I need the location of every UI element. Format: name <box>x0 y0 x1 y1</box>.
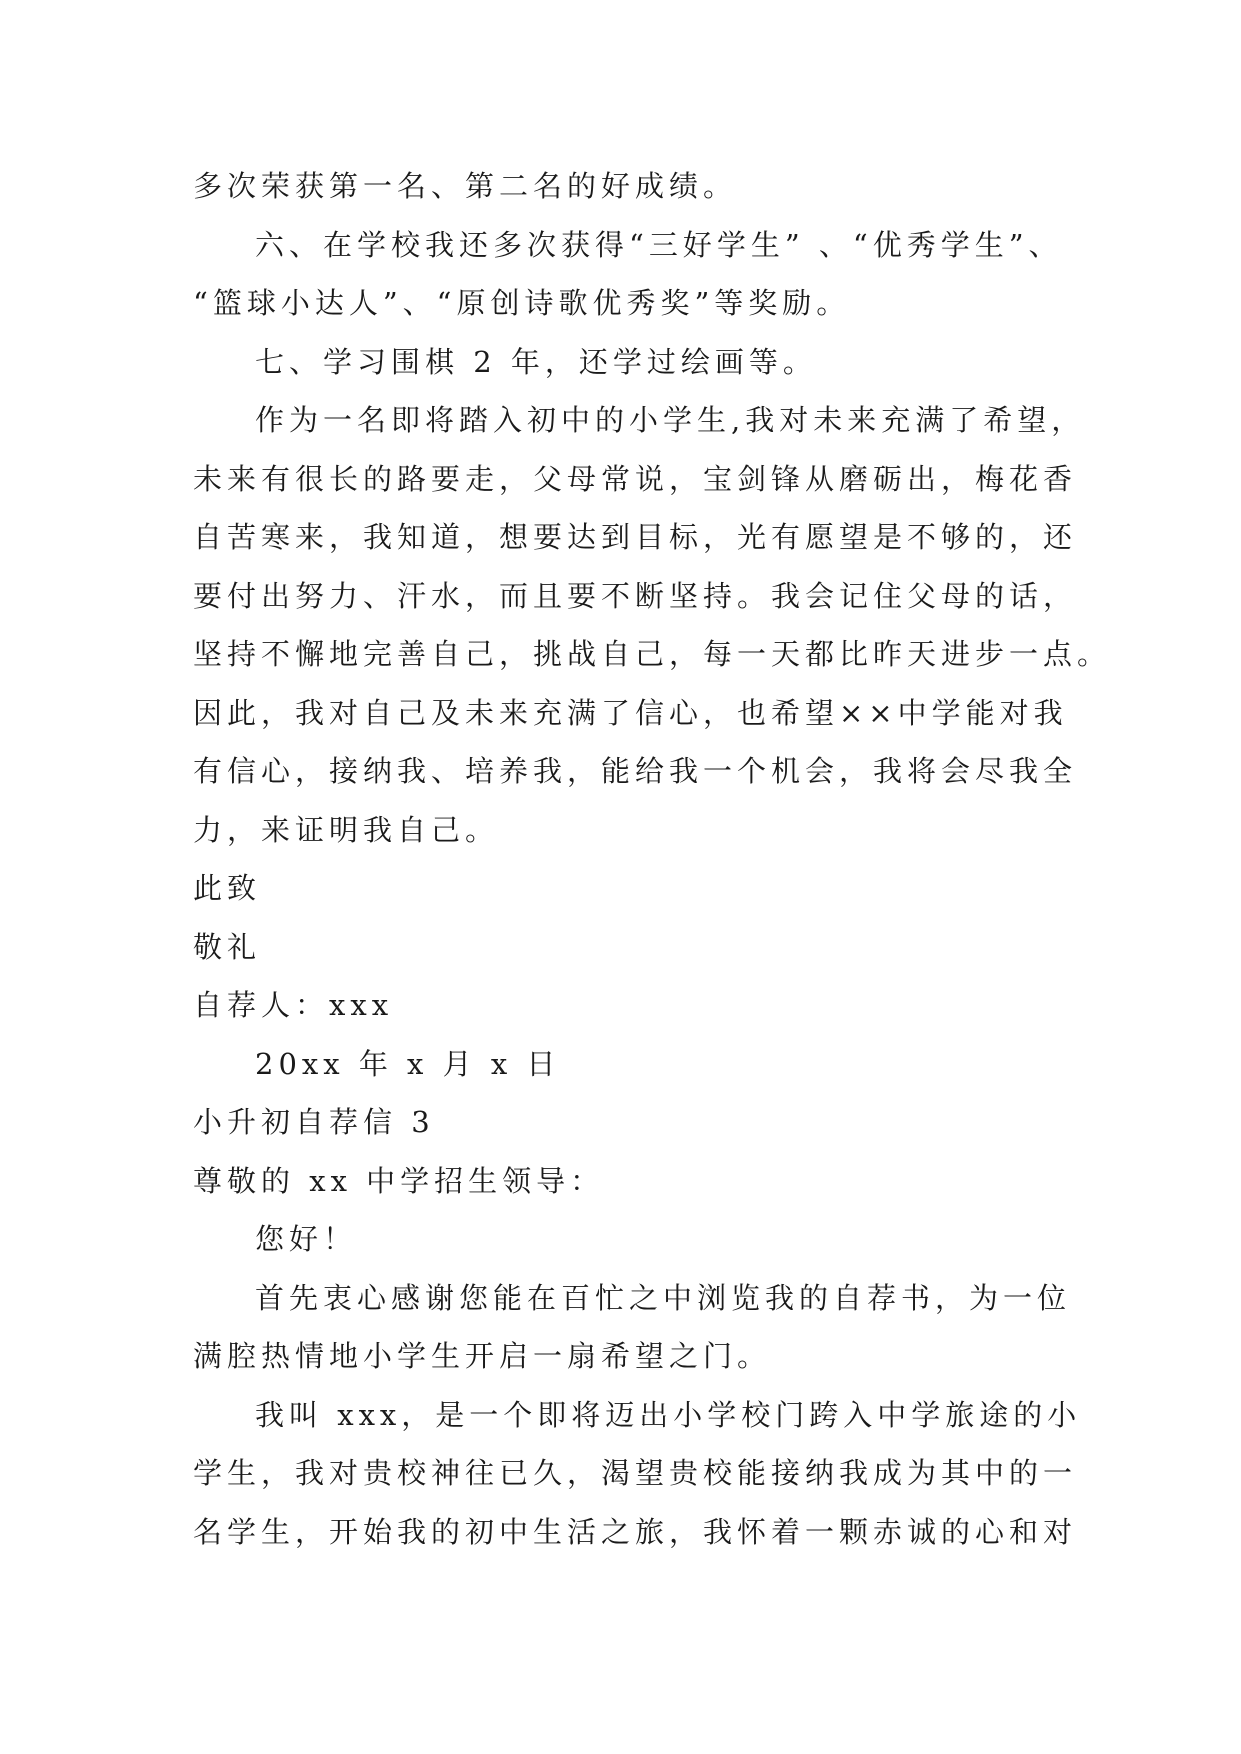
text-line: 多次荣获第一名、第二名的好成绩。 <box>193 169 738 203</box>
date-line: 20xx 年 x 月 x 日 <box>255 1046 561 1081</box>
closing-salutation: 此致 <box>193 871 262 905</box>
text-line: 七、学习围棋 2 年，还学过绘画等。 <box>255 344 817 379</box>
greeting-recipient: 尊敬的 xx 中学招生领导： <box>193 1163 605 1198</box>
text-line: 有信心，接纳我、培养我，能给我一个机会，我将会尽我全 <box>193 754 1078 788</box>
text-line: 满腔热情地小学生开启一扇希望之门。 <box>193 1339 772 1373</box>
text-line: 学生，我对贵校神往已久，渴望贵校能接纳我成为其中的一 <box>193 1456 1078 1490</box>
text-line: 自苦寒来，我知道，想要达到目标，光有愿望是不够的，还 <box>193 520 1078 554</box>
text-line: 六、在学校我还多次获得“三好学生” 、“优秀学生”、 <box>255 227 1063 262</box>
closing-respect: 敬礼 <box>193 929 262 964</box>
signature-line: 自荐人：xxx <box>193 988 394 1022</box>
greeting: 您好！ <box>255 1222 358 1256</box>
text-line: 未来有很长的路要走，父母常说，宝剑锋从磨砺出，梅花香 <box>193 461 1078 496</box>
text-line: 作为一名即将踏入初中的小学生,我对未来充满了希望， <box>255 403 1086 437</box>
section-title: 小升初自荐信 3 <box>193 1105 435 1139</box>
text-line: 要付出努力、汗水，而且要不断坚持。我会记住父母的话， <box>193 578 1078 613</box>
text-line: 力，来证明我自己。 <box>193 812 500 847</box>
text-line: 因此，我对自己及未来充满了信心，也希望××中学能对我 <box>193 695 1068 730</box>
text-line: 名学生，开始我的初中生活之旅，我怀着一颗赤诚的心和对 <box>193 1514 1078 1549</box>
text-line: 首先衷心感谢您能在百忙之中浏览我的自荐书，为一位 <box>255 1280 1072 1315</box>
document-body <box>193 157 1112 1561</box>
text-line: 坚持不懈地完善自己，挑战自己，每一天都比昨天进步一点。 <box>193 637 1112 671</box>
text-line: 我叫 xxx，是一个即将迈出小学校门跨入中学旅途的小 <box>255 1397 1082 1432</box>
text-line: “篮球小达人”、“原创诗歌优秀奖”等奖励。 <box>193 286 851 320</box>
